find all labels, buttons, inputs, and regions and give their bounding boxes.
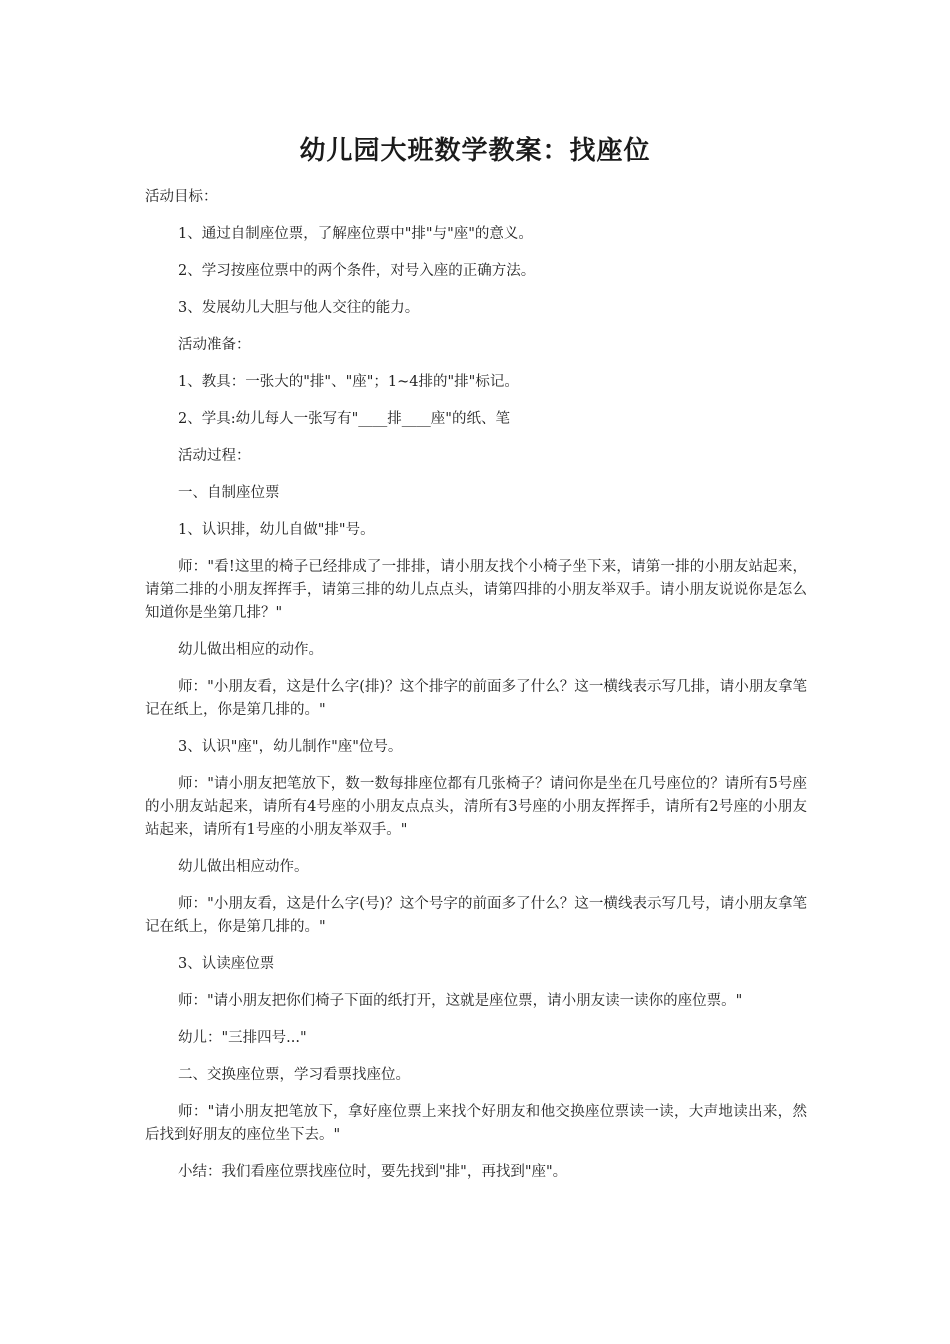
document-title: 幼儿园大班数学教案：找座位 [299,136,651,166]
paragraph: 1、教具：一张大的"排"、"座"；1~4排的"排"标记。 [178,374,519,390]
paragraph: 师："请小朋友把笔放下，数一数每排座位都有几张椅子？请问你是坐在几号座位的？请所有5号座的小朋友站起来，请所有4号座的小朋友点点头，清所有3号座的小朋友挥挥手，请所有2号座的小朋友站起来，请所有1号座的小朋友举双手。" [145,776,807,838]
paragraph: 3、认识"座"，幼儿制作"座"位号。 [178,739,403,755]
paragraph: 3、认读座位票 [178,956,275,972]
paragraph: 师："小朋友看，这是什么字(号)？这个号字的前面多了什么？这一横线表示写几号，请小朋友拿笔记在纸上，你是第几排的。" [145,896,807,935]
paragraph: 幼儿："三排四号..." [178,1030,307,1046]
paragraph: 师："请小朋友把笔放下，拿好座位票上来找个好朋友和他交换座位票读一读，大声地读出来，然后找到好朋友的座位坐下去。" [145,1104,807,1143]
paragraph: 1、认识排，幼儿自做"排"号。 [178,522,375,538]
paragraph: 幼儿做出相应动作。 [178,859,309,875]
paragraph: 活动准备： [178,337,251,353]
paragraph: 一、自制座位票 [178,485,280,501]
paragraph: 活动目标： [145,189,218,205]
paragraph: 小结：我们看座位票找座位时，要先找到"排"，再找到"座"。 [178,1164,568,1180]
paragraph: 3、发展幼儿大胆与他人交往的能力。 [178,300,420,316]
paragraph: 师："小朋友看，这是什么字(排)？这个排字的前面多了什么？这一横线表示写几排，请小朋友拿笔记在纸上，你是第几排的。" [145,679,807,718]
paragraph: 师："请小朋友把你们椅子下面的纸打开，这就是座位票，请小朋友读一读你的座位票。" [178,993,743,1009]
paragraph: 2、学具:幼儿每人一张写有"____排____座"的纸、笔 [178,411,510,427]
document-body [145,186,807,1198]
paragraph: 2、学习按座位票中的两个条件，对号入座的正确方法。 [178,263,536,279]
paragraph: 活动过程： [178,448,251,464]
paragraph: 师："看!这里的椅子已经排成了一排排，请小朋友找个小椅子坐下来，请第一排的小朋友站起来，请第二排的小朋友挥挥手，请第三排的幼儿点点头，请第四排的小朋友举双手。请小朋友说说你是怎么知道你是坐第几排？" [145,559,807,621]
paragraph: 二、交换座位票，学习看票找座位。 [178,1067,410,1083]
paragraph: 1、通过自制座位票，了解座位票中"排"与"座"的意义。 [178,226,533,242]
paragraph: 幼儿做出相应的动作。 [178,642,323,658]
